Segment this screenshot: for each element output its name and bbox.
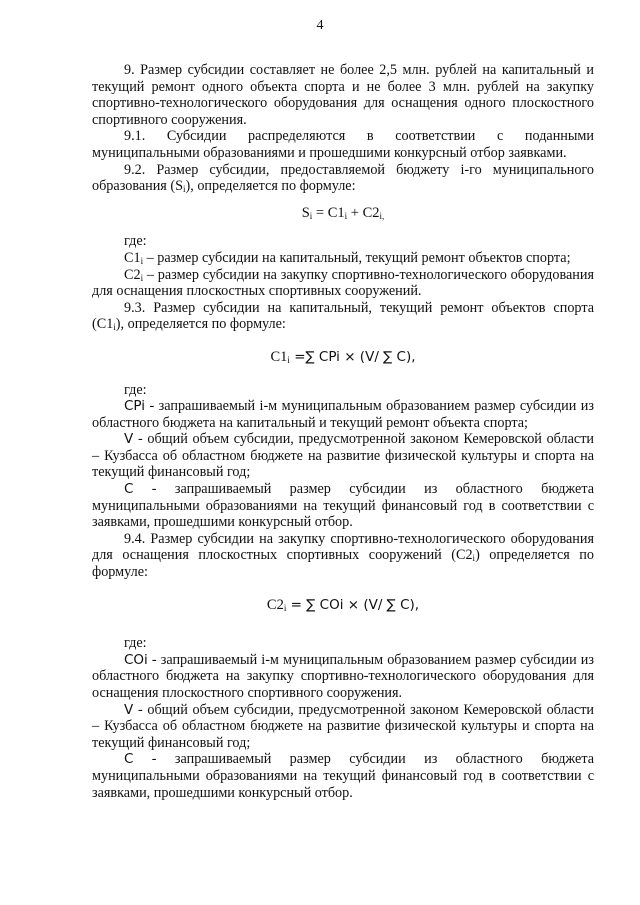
where-label: где:: [124, 381, 147, 398]
definition-c: C - запрашиваемый размер субсидии из областного бюджета муниципальными образованиями на текущий финансовый год в соответствии с заявками, прошедшими конкурсный отбор.: [92, 751, 594, 801]
where-label: где:: [124, 233, 147, 250]
paragraph-9-2: 9.2. Размер субсидии, предоставляемой бюджету i-го муниципального образования $(S_i)$, определяется по формуле:: [92, 161, 594, 195]
paragraph-9-1: 9.1. Субсидии распределяются в соответствии с поданными муниципальными образованиями и прошедшими конкурсный отбор заявками.: [92, 128, 594, 161]
where-label: где:: [124, 635, 147, 652]
definition-c: C - запрашиваемый размер субсидии из областного бюджета муниципальными образованиями на текущий финансовый год в соответствии с заявками, прошедшими конкурсный отбор.: [92, 481, 594, 531]
paragraph-9-3: 9.3. Размер субсидии на капитальный, текущий ремонт объектов спорта $(C1_i)$, определяется по формуле:: [92, 299, 594, 333]
page-number: 4: [316, 18, 324, 33]
formula-c2: $C2_i$ = ∑ COi × (V/ ∑ C),: [266, 596, 420, 613]
paragraph-9: 9. Размер субсидии составляет не более 2,5 млн. рублей на капитальный и текущий ремонт одного объекта спорта и не более 3 млн. рублей на закупку спортивно-технологического оборудования для оснащения одного плоскостного спортивного сооружения.: [92, 62, 594, 128]
document-body: [92, 62, 594, 801]
definition-c2: $C2_i$ – размер субсидии на закупку спортивно-технологического оборудования для оснащения плоскостных спортивных сооружений.: [92, 266, 594, 300]
definition-cpi: CPi - запрашиваемый i-м муниципальным образованием размер субсидии из областного бюджета на капитальный и текущий ремонт объекта спорта;: [92, 398, 594, 431]
definition-v: V - общий объем субсидии, предусмотренной законом Кемеровской области – Кузбасса об областном бюджете на развитие физической культуры и спорта на текущий финансовый год;: [92, 701, 594, 751]
formula-c1: $C1_i$ =∑ CPi × (V/ ∑ C),: [270, 348, 416, 365]
definition-c1: $C1_i$ – размер субсидии на капитальный, текущий ремонт объектов спорта;: [124, 249, 571, 266]
definition-coi: COi - запрашиваемый i-м муниципальным образованием размер субсидии из областного бюджета на закупку спортивно-технологического оборудования для оснащения плоскостного спортивного сооружения.: [92, 651, 594, 701]
paragraph-9-4: 9.4. Размер субсидии на закупку спортивно-технологического оборудования для оснащения плоскостных спортивных сооружений $(C2_i)$ определяется по формуле:: [92, 530, 594, 581]
definition-v: V - общий объем субсидии, предусмотренной законом Кемеровской области – Кузбасса об областном бюджете на развитие физической культуры и спорта на текущий финансовый год;: [92, 431, 594, 481]
formula-total-subsidy: $S_i = C1_i + C2_{i,}$: [301, 204, 385, 221]
